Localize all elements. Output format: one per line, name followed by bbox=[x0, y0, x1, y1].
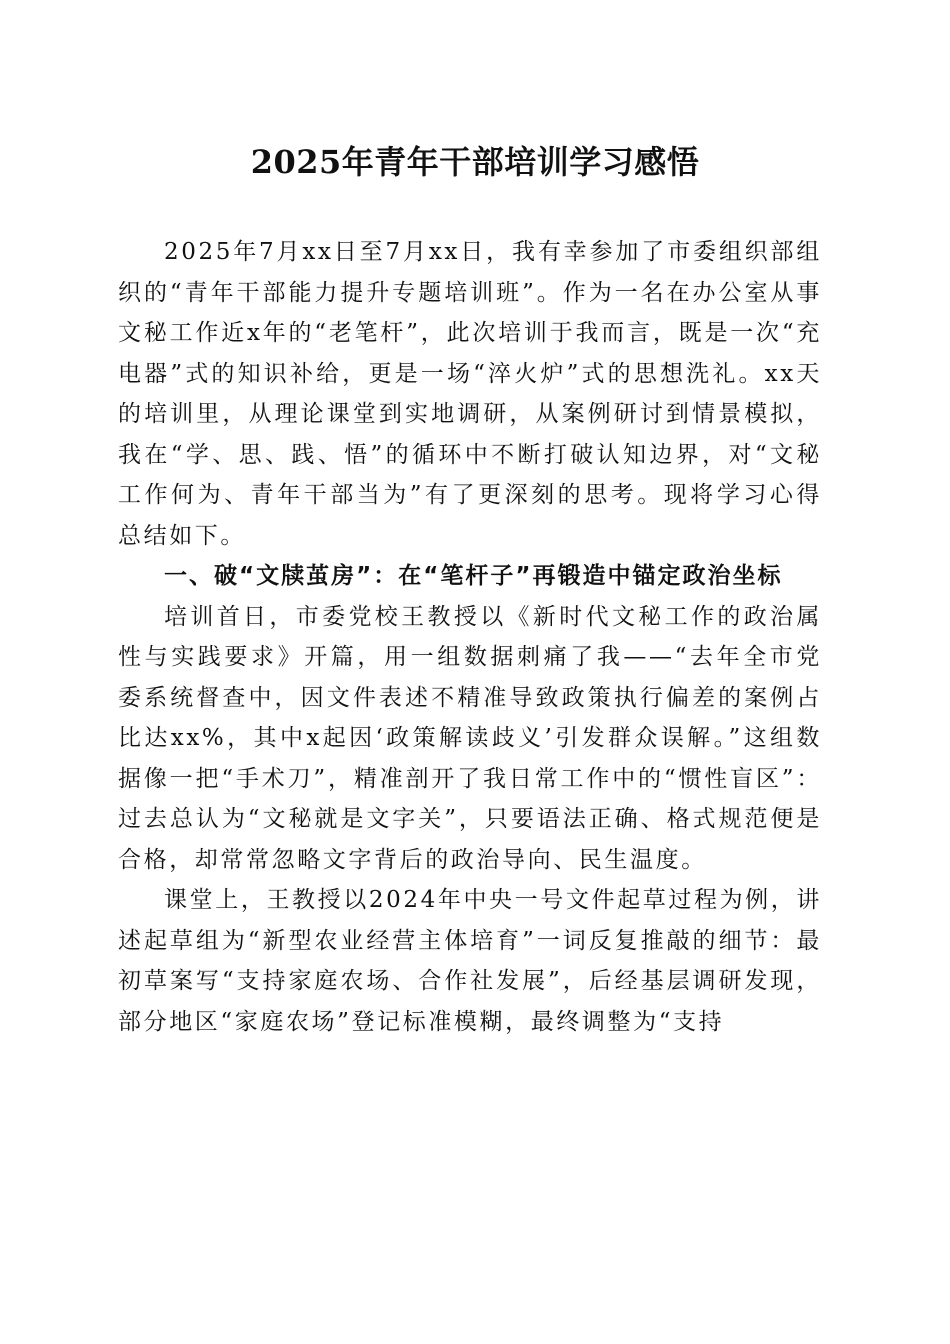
section-heading: 一、破“文牍茧房”：在“笔杆子”再锻造中锚定政治坐标 bbox=[164, 563, 783, 589]
body-paragraph: 培训首日，市委党校王教授以《新时代文秘工作的政治属性与实践要求》开篇，用一组数据刺痛了我——“去年全市党委系统督查中，因文件表述不精准导致政策执行偏差的案例占比达xx%，其中x起因‘政策解读歧义’引发群众误解。”这组数据像一把“手术刀”，精准剖开了我日常工作中的“惯性盲区”：过去总认为“文秘就是文字关”，只要语法正确、格式规范便是合格，却常常忽略文字背后的政治导向、民生温度。 bbox=[118, 603, 822, 873]
document-title: 2025年青年干部培训学习感悟 bbox=[250, 143, 700, 181]
body-paragraph: 课堂上，王教授以2024年中央一号文件起草过程为例，讲述起草组为“新型农业经营主体培育”一词反复推敲的细节：最初草案写“支持家庭农场、合作社发展”，后经基层调研发现，部分地区“家庭农场”登记标准模糊，最终调整为“支持 bbox=[118, 887, 822, 1035]
document-body bbox=[118, 232, 822, 1042]
intro-paragraph: 2025年7月xx日至7月xx日，我有幸参加了市委组织部组织的“青年干部能力提升专题培训班”。作为一名在办公室从事文秘工作近x年的“老笔杆”，此次培训于我而言，既是一次“充电器”式的知识补给，更是一场“淬火炉”式的思想洗礼。xx天的培训里，从理论课堂到实地调研，从案例研讨到情景模拟，我在“学、思、践、悟”的循环中不断打破认知边界，对“文秘工作何为、青年干部当为”有了更深刻的思考。现将学习心得总结如下。 bbox=[118, 239, 822, 549]
